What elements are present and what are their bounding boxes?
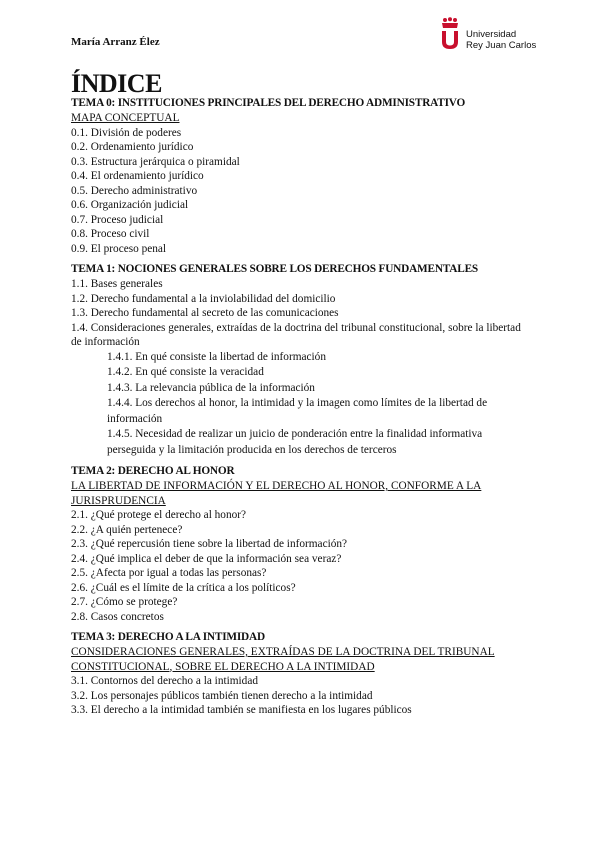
tema-heading: TEMA 1: NOCIONES GENERALES SOBRE LOS DERECHOS FUNDAMENTALES [71,263,478,275]
list-item: 0.6. Organización judicial [71,199,189,211]
tema-heading: TEMA 3: DERECHO A LA INTIMIDAD [71,631,265,643]
university-logo [439,17,536,51]
list-item: 0.7. Proceso judicial [71,213,164,226]
list-item: 2.8. Casos concretos [71,610,164,623]
table-of-contents [71,96,531,724]
tema-subtitle: CONSIDERACIONES GENERALES, EXTRAÍDAS DE LA DOCTRINA DEL TRIBUNAL CONSTITUCIONAL, SOBRE EL DERECHO A LA INTIMIDAD [71,646,495,673]
list-item: 2.4. ¿Qué implica el deber de que la información sea veraz? [71,552,342,565]
list-item: 2.1. ¿Qué protege el derecho al honor? [71,509,247,521]
crown-u-icon [439,17,461,51]
list-item: 0.3. Estructura jerárquica o piramidal [71,155,240,168]
list-item: 0.4. El ordenamiento jurídico [71,170,204,182]
list-item: 1.4. Consideraciones generales, extraídas de la doctrina del tribunal constitucional, sobre la libertad de información [71,321,521,348]
list-item: 0.1. División de poderes [71,126,182,139]
list-item: 2.5. ¿Afecta por igual a todas las personas? [71,567,267,579]
list-item: 3.3. El derecho a la intimidad también se manifiesta en los lugares públicos [71,704,412,716]
tema-subtitle: MAPA CONCEPTUAL [71,112,180,124]
tema-2-section [71,464,531,624]
list-item: 0.9. El proceso penal [71,242,167,255]
sub-list-item: 1.4.2. En qué consiste la veracidad [107,366,264,378]
list-item: 1.2. Derecho fundamental a la inviolabilidad del domicilio [71,292,336,305]
sub-list-item: 1.4.4. Los derechos al honor, la intimidad y la imagen como límites de la libertad de información [107,397,488,425]
logo-line-1: Universidad [466,29,517,40]
list-item: 3.1. Contornos del derecho a la intimidad [71,675,258,687]
list-item: 2.2. ¿A quién pertenece? [71,523,183,536]
list-item: 0.8. Proceso civil [71,228,150,240]
list-item: 2.3. ¿Qué repercusión tiene sobre la libertad de información? [71,538,348,550]
sub-list-item: 1.4.5. Necesidad de realizar un juicio de ponderación entre la finalidad informativa perseguida y la limitación producida en los derechos de terceros [107,428,483,456]
list-item: 2.6. ¿Cuál es el límite de la crítica a los políticos? [71,581,296,594]
tema-subtitle: LA LIBERTAD DE INFORMACIÓN Y EL DERECHO AL HONOR, CONFORME A LA JURISPRUDENCIA [71,480,482,507]
list-item: 1.3. Derecho fundamental al secreto de las comunicaciones [71,307,339,319]
tema-0-section [71,96,531,256]
author-name: María Arranz Élez [71,36,160,48]
list-item: 2.7. ¿Cómo se protege? [71,596,178,608]
logo-line-2: Rey Juan Carlos [466,40,537,51]
tema-3-section [71,630,531,718]
list-item: 1.1. Bases generales [71,278,163,290]
tema-1-section [71,262,531,458]
tema-heading: TEMA 0: INSTITUCIONES PRINCIPALES DEL DERECHO ADMINISTRATIVO [71,97,466,109]
list-item: 3.2. Los personajes públicos también tienen derecho a la intimidad [71,689,373,702]
tema-heading: TEMA 2: DERECHO AL HONOR [71,465,235,477]
sub-list-item: 1.4.3. La relevancia pública de la información [107,381,315,394]
page-title: ÍNDICE [71,69,162,98]
list-item: 0.5. Derecho administrativo [71,184,198,197]
list-item: 0.2. Ordenamiento jurídico [71,141,194,153]
sub-list-item: 1.4.1. En qué consiste la libertad de información [107,350,326,363]
